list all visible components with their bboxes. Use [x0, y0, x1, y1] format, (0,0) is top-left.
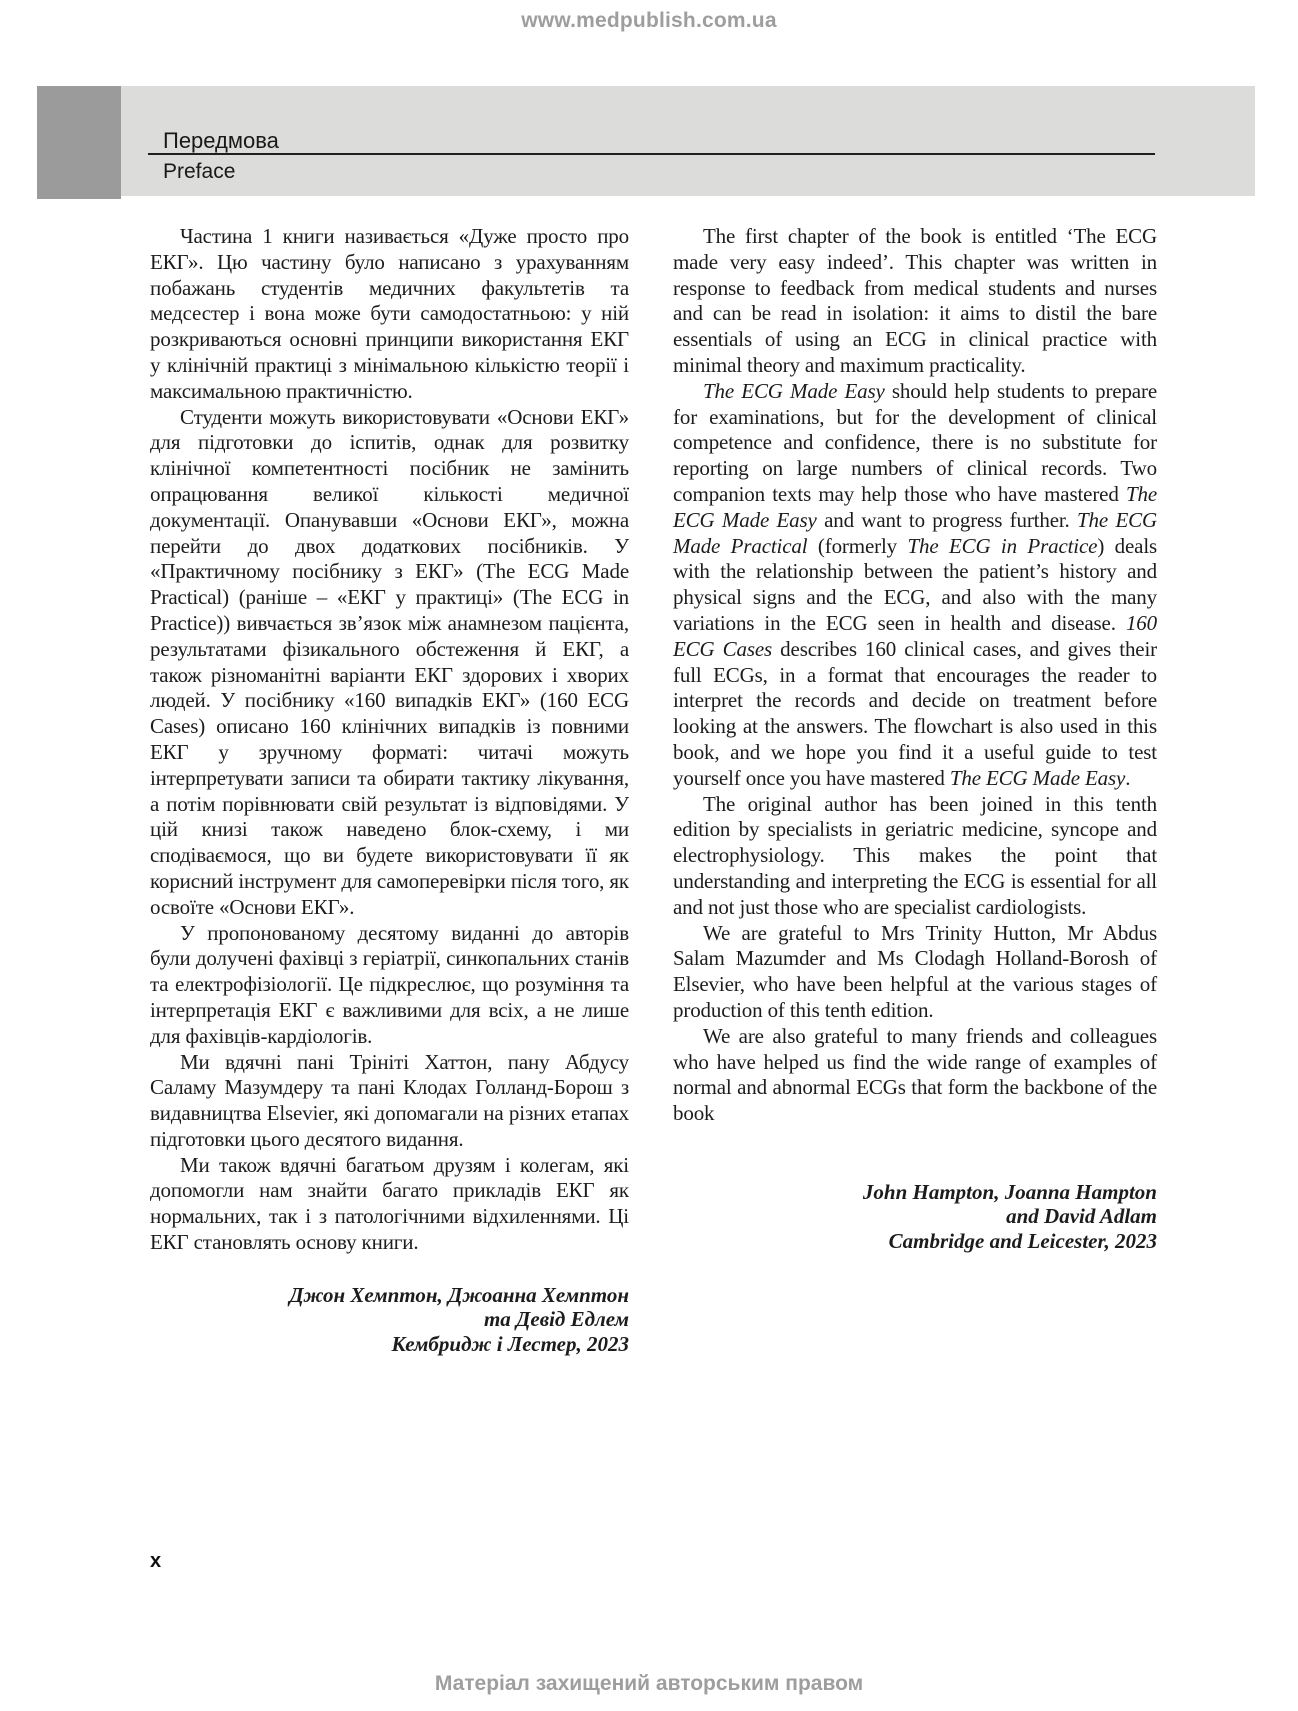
site-url: www.medpublish.com.ua	[521, 9, 777, 32]
text-run: describes 160 clinical cases, and gives their full ECGs, in a format that encourages the reader to interpret the records and decide on treatment before looking at the answers. The flowchart is also used in this book, and we hope you find it a useful guide to test yourself once you have mastered	[673, 636, 1157, 790]
preface-body	[150, 224, 1157, 1356]
italic-book-title: 160 ECG Cases	[673, 610, 1157, 661]
signature-uk	[150, 1283, 629, 1357]
text-run: Ми вдячні пані Трініті Хаттон, пану Абдусу Саламу Мазумдеру та пані Клодах Голланд-Борош з видавництва Elsevier, які допомагали на різних етапах підготовки цього десятого видання.	[150, 1049, 629, 1151]
signature-line: and David Adlam	[1006, 1204, 1157, 1229]
signature-line: Джон Хемптон, Джоанна Хемптон	[289, 1282, 629, 1307]
chapter-title-uk: Передмова	[163, 128, 279, 153]
paragraph	[673, 921, 1157, 1024]
paragraph	[150, 1050, 629, 1153]
text-run: Студенти можуть використовувати «Основи ЕКГ» для підготовки до іспитів, однак для розвитку клінічної компетентності посібник не замінить опрацювання великої кількості медичної документації. Опанувавши «Основи ЕКГ», можна перейти до двох додаткових посібників. У «Практичному посібнику з ЕКГ» (The ECG Made Practical) (раніше – «ЕКГ у практиці» (The ECG in Practice)) вивчається зв’язок між анамнезом пацієнта, результатами фізикального обстеження й ЕКГ, а також різноманітні варіанти ЕКГ здорових і хворих людей. У посібнику «160 випадків ЕКГ» (160 ECG Cases) описано 160 клінічних випадків із повними ЕКГ у зручному форматі: читачі можуть інтерпретувати записи та обирати тактику лікування, а потім порівнювати свій результат із відповідями. У цій книзі також наведено блок-схему, і ми сподіваємося, що ви будете використовувати її як корисний інструмент для самоперевірки після того, як освоїте «Основи ЕКГ».	[150, 404, 629, 919]
paragraph	[673, 1024, 1157, 1127]
preface-column-en	[673, 224, 1157, 1356]
italic-book-title: The ECG in Practice	[907, 533, 1098, 558]
text-run: Частина 1 книги називається «Дуже просто про ЕКГ». Цю частину було написано з урахуванням побажань студентів медичних факультетів та медсестер і вона може бути самодостатньою: у ній розкриваються основні принципи використання ЕКГ у клінічній практиці з мінімальною кількістю теорії і максимальною практичністю.	[150, 224, 629, 403]
chapter-divider-rule	[148, 153, 1155, 155]
paragraph	[150, 921, 629, 1050]
signature-en	[673, 1180, 1157, 1254]
signature-line: John Hampton, Joanna Hampton	[862, 1179, 1157, 1204]
signature-line: Кембридж і Лестер, 2023	[391, 1331, 629, 1356]
text-run: (formerly	[807, 533, 908, 558]
italic-book-title: The ECG Made Practical	[673, 507, 1157, 558]
italic-book-title: The ECG Made Easy	[703, 378, 885, 403]
chapter-header-band	[0, 86, 1298, 199]
paragraph	[150, 224, 629, 405]
text-run: Ми також вдячні багатьом друзям і колегам, які допомогли нам знайти багато прикладів ЕКГ як нормальних, так і з патологічними відхиленнями. Ці ЕКГ становлять основу книги.	[150, 1152, 629, 1255]
chapter-title-en: Preface	[163, 160, 236, 183]
text-run: ) deals with the relationship between the patient’s history and physical signs and the ECG, and also with the many variations in the ECG seen in health and disease.	[673, 533, 1158, 635]
text-run: We are grateful to Mrs Trinity Hutton, Mr Abdus Salam Mazumder and Ms Clodagh Holland-Borosh of Elsevier, who have been helpful at the various stages of production of this tenth edition.	[673, 920, 1157, 1022]
paragraph	[150, 405, 629, 921]
italic-book-title: The ECG Made Easy	[673, 481, 1157, 532]
text-run: .	[1125, 765, 1131, 790]
signature-line: Cambridge and Leicester, 2023	[888, 1228, 1157, 1253]
chapter-edge-tab	[37, 86, 121, 199]
page-number: x	[150, 1550, 162, 1572]
paragraph	[673, 792, 1157, 921]
text-run: should help students to prepare for examinations, but for the development of clinical competence and confidence, there is no substitute for reporting on large numbers of clinical records. Two companion texts may help those who have mastered	[673, 378, 1157, 506]
text-run: and want to progress further.	[816, 507, 1078, 532]
paragraph	[673, 379, 1157, 792]
chapter-title-band	[121, 86, 1255, 196]
text-run: The original author has been joined in this tenth edition by specialists in geriatric medicine, syncope and electrophysiology. This makes the point that understanding and interpreting the ECG is essential for all and not just those who are specialist cardiologists.	[673, 791, 1157, 919]
text-run: We are also grateful to many friends and colleagues who have helped us find the wide range of examples of normal and abnormal ECGs that form the backbone of the book	[673, 1023, 1157, 1126]
text-run: У пропонованому десятому виданні до авторів були долучені фахівці з геріатрії, синкопальних станів та електрофізіології. Це підкреслює, що розуміння та інтерпретація ЕКГ є важливими для всіх, а не лише для фахівців-кардіологів.	[150, 920, 629, 1048]
preface-column-uk	[150, 224, 629, 1356]
italic-book-title: The ECG Made Easy	[949, 765, 1126, 790]
text-run: The first chapter of the book is entitled ‘The ECG made very easy indeed’. This chapter was written in response to feedback from medical students and nurses and can be read in isolation: it aims to distil the bare essentials of using an ECG in clinical practice with minimal theory and maximum practicality.	[673, 224, 1157, 377]
paragraph	[673, 224, 1157, 379]
signature-line: та Девід Едлем	[483, 1307, 629, 1332]
paragraph	[150, 1153, 629, 1256]
copyright-notice: Матеріал захищений авторським правом	[434, 1672, 864, 1695]
